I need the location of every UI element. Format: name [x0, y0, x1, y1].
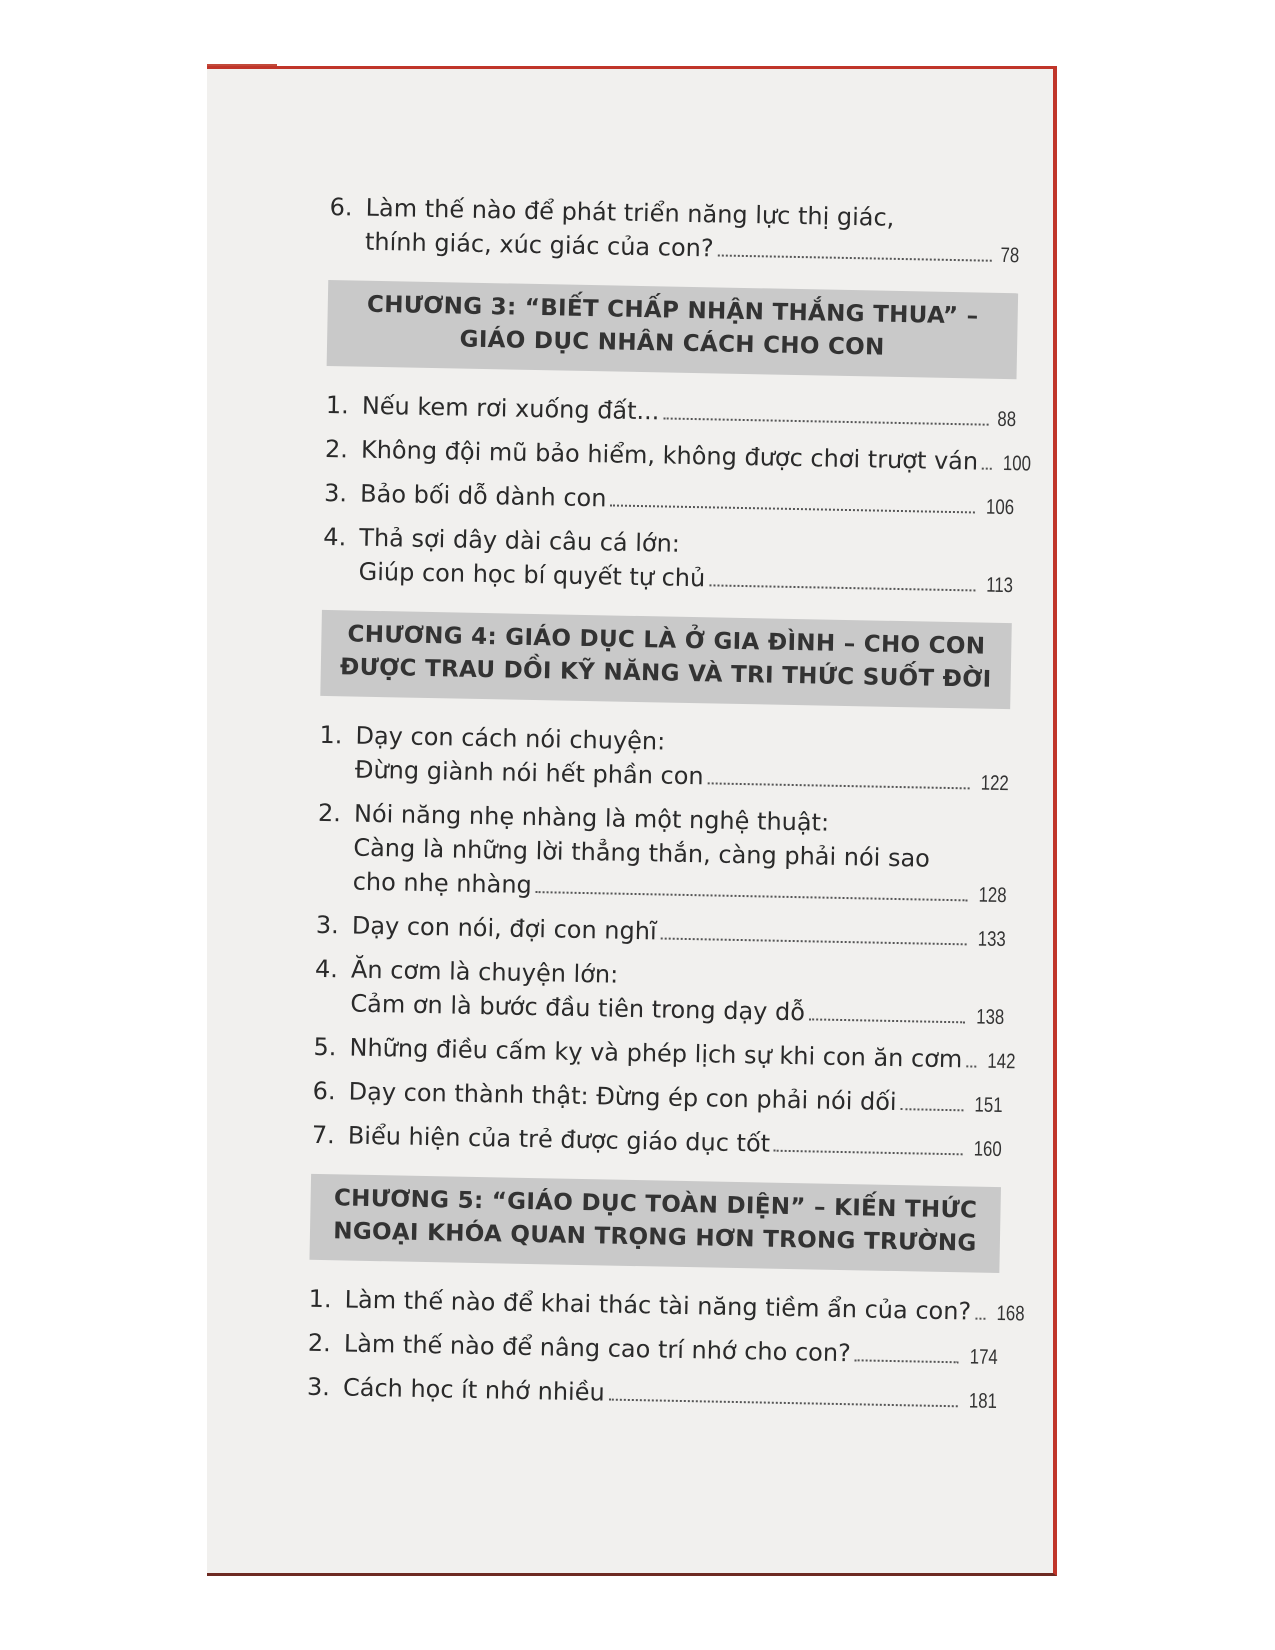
dot-leader [975, 1318, 985, 1320]
toc-entry[interactable] [319, 718, 1010, 801]
page-number: 100 [1002, 451, 1032, 476]
entry-title: Cách học ít nhớ nhiều [342, 1373, 605, 1407]
toc-entry[interactable] [322, 520, 1013, 603]
entry-title: cho nhẹ nhàng [352, 867, 533, 899]
dot-leader [900, 1108, 963, 1111]
chapter-title-line: CHƯƠNG 4: GIÁO DỤC LÀ Ở GIA ĐÌNH – CHO CON [347, 621, 986, 660]
dot-leader [982, 468, 992, 470]
entry-title: Những điều cấm kỵ và phép lịch sự khi con ăn cơm [349, 1033, 963, 1074]
toc-entry[interactable] [312, 1074, 1003, 1123]
entry-number: 5. [313, 1032, 337, 1062]
dot-leader [609, 1399, 958, 1408]
entry-title-last-line [352, 909, 1007, 958]
entry-title-last-line [344, 1282, 1025, 1331]
toc-entry[interactable] [316, 908, 1007, 957]
entry-body [360, 477, 1015, 526]
dot-leader [661, 937, 967, 945]
entry-body [365, 191, 1020, 274]
dot-leader [717, 254, 991, 261]
chapter-heading [327, 280, 1019, 379]
toc-entry[interactable] [311, 1118, 1002, 1167]
entry-title: Bảo bối dỗ dành con [359, 479, 607, 513]
entry-body [362, 389, 1017, 438]
toc-entry[interactable] [313, 1030, 1016, 1079]
entry-title-last-line [343, 1370, 998, 1419]
chapter-heading [320, 610, 1012, 709]
entry-number: 3. [315, 910, 340, 940]
dot-leader [809, 1018, 965, 1023]
entry-body [349, 1031, 1016, 1080]
page-number: 113 [985, 573, 1013, 598]
entry-body [360, 433, 1032, 482]
chapter-title-line: ĐƯỢC TRAU DỒI KỸ NĂNG VÀ TRI THỨC SUỐT ĐỜI [339, 654, 992, 693]
chapter-title-line: CHƯƠNG 3: “BIẾT CHẤP NHẬN THẮNG THUA” – [366, 291, 979, 330]
page-number: 142 [987, 1049, 1016, 1074]
entry-title-last-line [343, 1326, 998, 1375]
entry-number: 3. [323, 478, 348, 508]
entry-title-line: Ăn cơm là chuyện lớn: [350, 955, 619, 989]
entry-number: 6. [329, 192, 353, 222]
page-number: 128 [978, 883, 1007, 908]
entry-body [347, 1119, 1002, 1168]
entry-body [355, 719, 1010, 802]
dot-leader [774, 1150, 963, 1156]
entry-title: Biểu hiện của trẻ được giáo dục tốt [347, 1121, 771, 1158]
entry-title-last-line [362, 389, 1017, 438]
toc-entry[interactable] [316, 796, 1008, 913]
entry-title: Dạy con nói, đợi con nghĩ [351, 911, 657, 946]
dot-leader [536, 891, 968, 901]
entry-title-last-line [347, 1119, 1002, 1168]
page-number: 151 [974, 1093, 1003, 1118]
entry-body [352, 909, 1007, 958]
entry-title: Cảm ơn là bước đầu tiên trong dạy dỗ [350, 989, 806, 1027]
entry-number: 7. [311, 1120, 336, 1150]
page-number: 106 [985, 495, 1015, 520]
entry-body [358, 521, 1013, 604]
toc-entry[interactable] [326, 388, 1017, 437]
entry-title: Không đội mũ bảo hiểm, không được chơi trượt ván [360, 435, 979, 476]
entry-body [343, 1326, 998, 1375]
toc-entry[interactable] [329, 190, 1020, 273]
entry-title-line: Càng là những lời thẳng thắn, càng phải nói sao [353, 833, 931, 873]
entry-number: 2. [324, 434, 349, 464]
dot-leader [708, 782, 970, 789]
page-number: 181 [968, 1389, 998, 1414]
entry-title: Làm thế nào để nâng cao trí nhớ cho con? [343, 1329, 852, 1368]
entry-number: 6. [312, 1076, 336, 1106]
page-number: 122 [980, 771, 1009, 796]
entry-body [350, 953, 1005, 1036]
dot-leader [663, 417, 988, 425]
entry-title-line: Dạy con cách nói chuyện: [355, 721, 666, 756]
dot-leader [966, 1065, 976, 1067]
dot-leader [610, 504, 975, 513]
page-number: 78 [999, 243, 1020, 268]
entry-title: Làm thế nào để khai thác tài năng tiềm ẩn của con? [344, 1285, 972, 1326]
page-number: 174 [969, 1345, 998, 1370]
page-number: 138 [975, 1005, 1005, 1030]
entry-title: Nếu kem rơi xuống đất... [361, 391, 660, 426]
entry-number: 3. [306, 1372, 331, 1402]
entry-title-last-line [360, 477, 1015, 526]
toc-entry[interactable] [307, 1370, 998, 1419]
chapter-title-line: GIÁO DỤC NHÂN CÁCH CHO CON [459, 326, 885, 361]
page-number: 88 [996, 407, 1016, 432]
dot-leader [855, 1359, 959, 1363]
page-number: 160 [973, 1137, 1002, 1162]
entry-title: Giúp con học bí quyết tự chủ [358, 557, 706, 593]
table-of-contents [306, 190, 1032, 1427]
page-number: 133 [977, 927, 1006, 952]
entry-body [344, 1282, 1025, 1331]
entry-title: Đừng giành nói hết phần con [354, 755, 704, 791]
entry-number: 4. [314, 954, 339, 984]
entry-title: Dạy con thành thật: Đừng ép con phải nói dối [348, 1077, 897, 1117]
chapter-title-line: NGOẠI KHÓA QUAN TRỌNG HƠN TRONG TRƯỜNG [333, 1218, 977, 1257]
entry-number: 1. [308, 1284, 332, 1314]
entry-title: thính giác, xúc giác của con? [364, 227, 714, 263]
entry-title-line: Thả sợi dây dài câu cá lớn: [359, 523, 681, 558]
entry-body [352, 797, 1008, 914]
toc-entry[interactable] [308, 1282, 1025, 1331]
toc-entry[interactable] [324, 476, 1015, 525]
entry-number: 2. [317, 798, 342, 828]
entry-number: 1. [319, 720, 343, 750]
toc-entry[interactable] [314, 952, 1005, 1035]
dot-leader [709, 584, 975, 591]
chapter-title-line: CHƯƠNG 5: “GIÁO DỤC TOÀN DIỆN” – KIẾN THỨC [333, 1185, 978, 1224]
chapter-heading [309, 1174, 1001, 1273]
entry-title-line: Nói năng nhẹ nhàng là một nghệ thuật: [353, 799, 830, 837]
entry-body [348, 1075, 1003, 1124]
entry-body [343, 1370, 998, 1419]
entry-title-last-line [360, 433, 1032, 482]
page-number: 168 [995, 1301, 1025, 1326]
entry-number: 4. [323, 522, 347, 552]
toc-entry[interactable] [324, 432, 1032, 481]
entry-title-last-line [348, 1075, 1003, 1124]
entry-title-last-line [349, 1031, 1016, 1080]
entry-number: 2. [307, 1328, 332, 1358]
toc-entry[interactable] [308, 1326, 999, 1375]
entry-title-line: Làm thế nào để phát triển năng lực thị giác, [365, 193, 895, 232]
entry-number: 1. [325, 390, 350, 420]
